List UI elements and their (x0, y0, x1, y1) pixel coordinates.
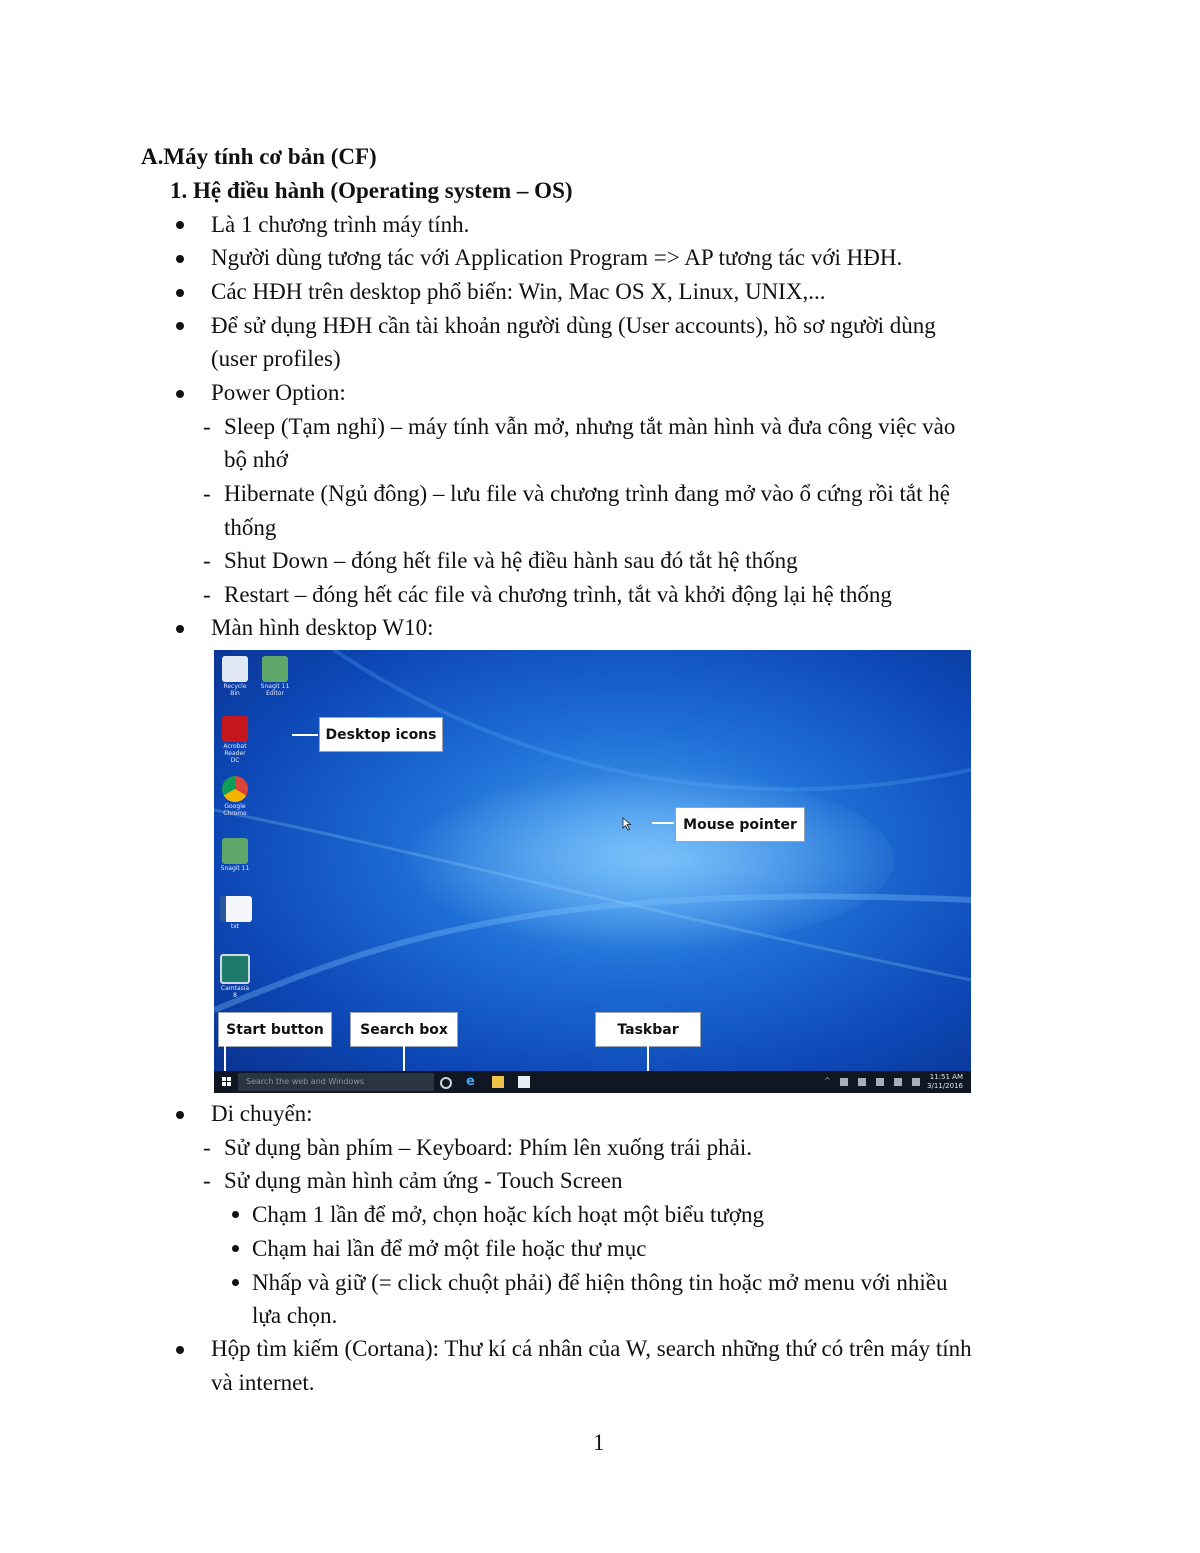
bullet-text: Để sử dụng HĐH cần tài khoản người dùng (User accounts), hồ sơ người dùng (211, 313, 936, 338)
camtasia-icon[interactable]: Camtasia 8 (220, 954, 250, 999)
touch-tap-once: Chạm 1 lần để mở, chọn hoặc kích hoạt một biểu tượng (252, 1202, 765, 1227)
taskbar-callout: Taskbar (595, 1012, 701, 1047)
bullet-text: Là 1 chương trình máy tính. (211, 212, 470, 237)
subsection-heading: 1. Hệ điều hành (Operating system – OS) (170, 178, 573, 203)
start-button[interactable] (222, 1077, 232, 1087)
bullet-dot (176, 625, 184, 633)
bullet-dot (176, 289, 184, 297)
callout-arrow (652, 822, 674, 824)
power-option-restart: Restart – đóng hết các file và chương trình, tắt và khởi động lại hệ thống (224, 582, 892, 607)
start-button-callout: Start button (218, 1012, 332, 1047)
file-explorer-icon[interactable] (492, 1076, 504, 1088)
search-box-callout: Search box (350, 1012, 458, 1047)
callout-arrow (292, 734, 318, 736)
bullet-text: Power Option: (211, 380, 346, 405)
bullet-text: Hộp tìm kiếm (Cortana): Thư kí cá nhân của W, search những thứ có trên máy tính (211, 1336, 972, 1361)
sub-bullet-dot (232, 1245, 239, 1252)
bullet-dot (176, 390, 184, 398)
chrome-icon[interactable]: Google Chrome (220, 776, 250, 817)
section-title: Máy tính cơ bản (CF) (163, 144, 377, 169)
power-option-hibernate-continued: thống (224, 515, 277, 540)
dash-marker: - (203, 481, 211, 506)
power-option-hibernate: Hibernate (Ngủ đông) – lưu file và chương trình đang mở vào ổ cứng rồi tắt hệ (224, 481, 950, 506)
snagit-editor-icon[interactable]: Snagit 11 Editor (260, 656, 290, 697)
dash-marker: - (203, 1135, 211, 1160)
dash-marker: - (203, 414, 211, 439)
bullet-text-continued: và internet. (211, 1370, 315, 1395)
sub-bullet-dot (232, 1279, 239, 1286)
volume-icon[interactable] (876, 1078, 884, 1086)
navigation-keyboard: Sử dụng bàn phím – Keyboard: Phím lên xuống trái phải. (224, 1135, 752, 1160)
touch-press-hold: Nhấp và giữ (= click chuột phải) để hiện thông tin hoặc mở menu với nhiều (252, 1270, 948, 1295)
bullet-text: Màn hình desktop W10: (211, 615, 434, 640)
bullet-text: Người dùng tương tác với Application Program => AP tương tác với HĐH. (211, 245, 903, 270)
callout-arrow (224, 1045, 226, 1073)
keyboard-icon[interactable] (912, 1078, 920, 1086)
bullet-dot (176, 1346, 184, 1354)
bullet-dot (176, 221, 184, 229)
store-icon[interactable] (518, 1076, 530, 1088)
taskbar-clock[interactable] (927, 1073, 963, 1091)
taskbar-search-box[interactable]: Search the web and Windows (238, 1073, 434, 1091)
cortana-icon[interactable] (440, 1077, 452, 1089)
word-document-icon[interactable]: txt (220, 896, 250, 930)
recycle-bin-icon[interactable]: Recycle Bin (220, 656, 250, 697)
page-number: 1 (593, 1430, 605, 1455)
power-option-shutdown: Shut Down – đóng hết file và hệ điều hành sau đó tắt hệ thống (224, 548, 798, 573)
bullet-dot (176, 322, 184, 330)
notifications-icon[interactable] (894, 1078, 902, 1086)
bullet-dot (176, 1111, 184, 1119)
touch-press-hold-continued: lựa chọn. (252, 1303, 338, 1328)
bullet-text: Các HĐH trên desktop phổ biến: Win, Mac OS X, Linux, UNIX,... (211, 279, 826, 304)
sub-bullet-dot (232, 1211, 239, 1218)
mouse-pointer-callout: Mouse pointer (675, 807, 805, 842)
section-letter: A. (141, 144, 164, 169)
dash-marker: - (203, 582, 211, 607)
clock-time: 11:51 AM (929, 1073, 963, 1081)
dash-marker: - (203, 548, 211, 573)
bullet-dot (176, 255, 184, 263)
dash-marker: - (203, 1168, 211, 1193)
battery-icon[interactable] (858, 1078, 866, 1086)
navigation-touch: Sử dụng màn hình cảm ứng - Touch Screen (224, 1168, 623, 1193)
snagit-icon[interactable]: Snagit 11 (220, 838, 250, 872)
windows10-desktop-screenshot (214, 650, 971, 1093)
power-option-sleep: Sleep (Tạm nghỉ) – máy tính vẫn mở, nhưng tắt màn hình và đưa công việc vào (224, 414, 956, 439)
taskbar (214, 1071, 971, 1093)
bullet-text: Di chuyển: (211, 1101, 313, 1126)
acrobat-reader-icon[interactable]: Acrobat Reader DC (220, 716, 250, 764)
mouse-pointer-icon (622, 817, 632, 831)
show-hidden-icons-icon[interactable]: ^ (824, 1076, 831, 1085)
desktop-icons-callout: Desktop icons (319, 717, 443, 752)
touch-tap-twice: Chạm hai lần để mở một file hoặc thư mục (252, 1236, 647, 1261)
clock-date: 3/11/2016 (927, 1082, 963, 1090)
edge-icon[interactable]: e (466, 1074, 475, 1089)
section-heading (141, 142, 377, 172)
bullet-text-continued: (user profiles) (211, 346, 341, 371)
power-option-sleep-continued: bộ nhớ (224, 447, 288, 472)
network-icon[interactable] (840, 1078, 848, 1086)
